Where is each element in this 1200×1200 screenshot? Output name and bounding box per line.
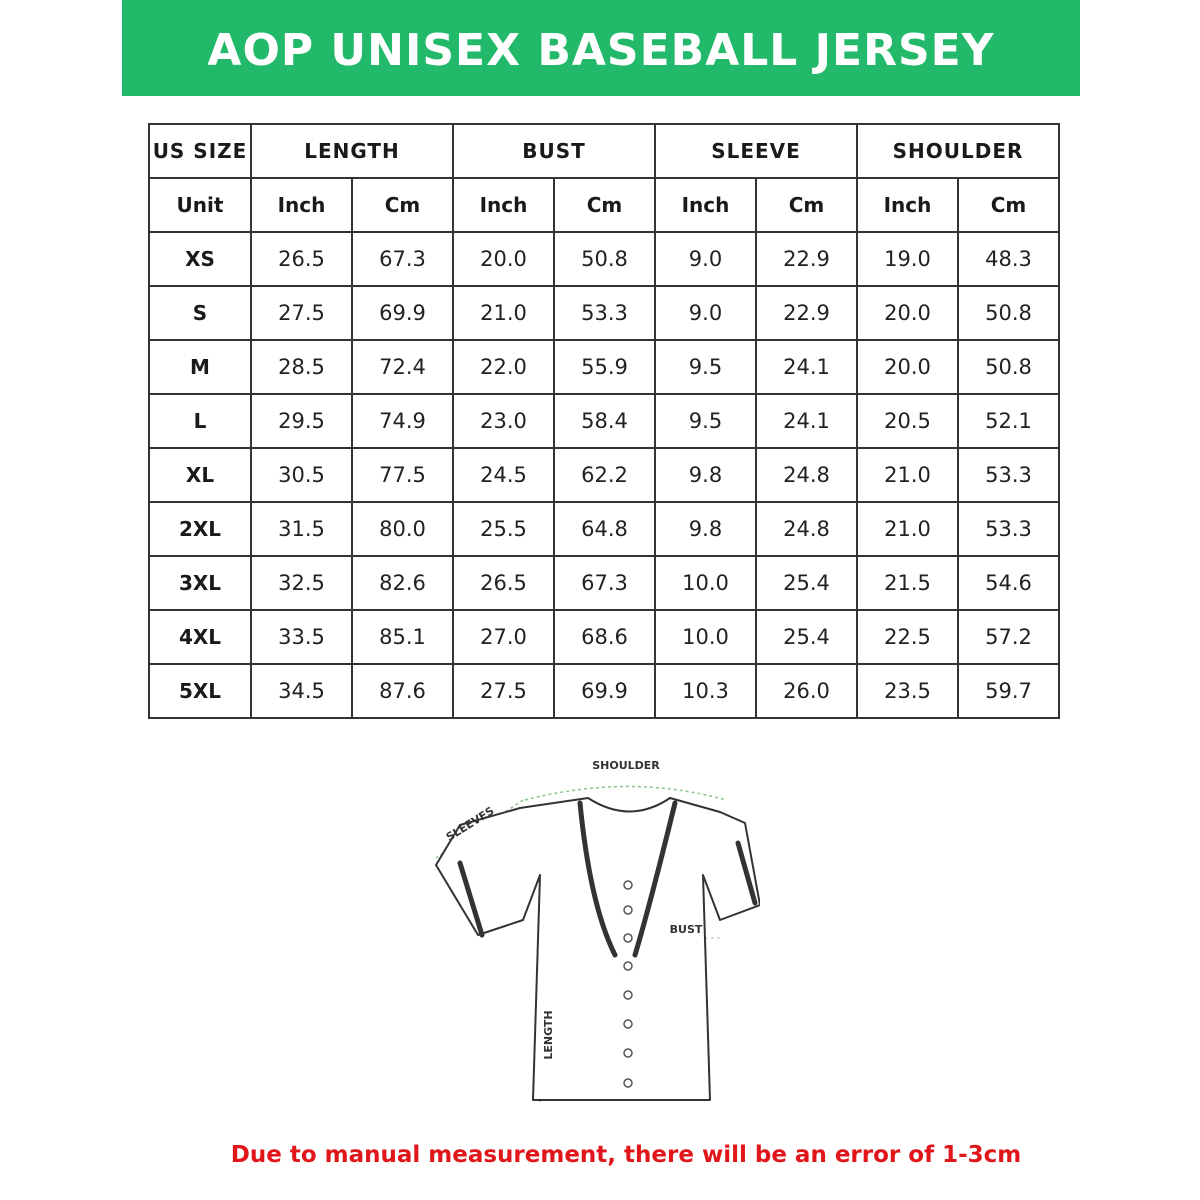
bust-in-cell: 27.5: [453, 664, 554, 718]
measurement-note: Due to manual measurement, there will be an error of 1-3cm: [230, 1142, 1022, 1168]
shoulder-in-cell: 21.0: [857, 448, 958, 502]
size-cell: 5XL: [149, 664, 251, 718]
sleeve-cm-cell: 22.9: [756, 286, 857, 340]
unit-label: Unit: [149, 178, 251, 232]
bust-cm-cell: 67.3: [554, 556, 655, 610]
shoulder-in-cell: 21.0: [857, 502, 958, 556]
bust-cm-cell: 62.2: [554, 448, 655, 502]
bust-in-cell: 23.0: [453, 394, 554, 448]
shoulder-inch-label: Inch: [857, 178, 958, 232]
sleeve-inch-label: Inch: [655, 178, 756, 232]
length-in-cell: 30.5: [251, 448, 352, 502]
bust-in-cell: 21.0: [453, 286, 554, 340]
bust-cm-cell: 64.8: [554, 502, 655, 556]
length-label: LENGTH: [542, 1010, 555, 1060]
sleeve-header: SLEEVE: [655, 124, 857, 178]
sleeve-in-cell: 9.8: [655, 448, 756, 502]
length-cm-label: Cm: [352, 178, 453, 232]
table-row: [149, 610, 1059, 664]
sleeve-cm-cell: 24.8: [756, 448, 857, 502]
sleeve-in-cell: 10.0: [655, 610, 756, 664]
table-row: [149, 556, 1059, 610]
table-row: [149, 664, 1059, 718]
jersey-outline: [436, 798, 760, 1100]
table-row: [149, 448, 1059, 502]
shoulder-in-cell: 22.5: [857, 610, 958, 664]
sleeve-in-cell: 9.5: [655, 394, 756, 448]
table-row: [149, 232, 1059, 286]
title-banner: [122, 0, 1080, 96]
length-header: LENGTH: [251, 124, 453, 178]
bust-cm-cell: 68.6: [554, 610, 655, 664]
length-in-cell: 32.5: [251, 556, 352, 610]
length-cm-cell: 85.1: [352, 610, 453, 664]
sleeve-cm-cell: 25.4: [756, 610, 857, 664]
sleeve-in-cell: 9.0: [655, 286, 756, 340]
sleeve-in-cell: 9.5: [655, 340, 756, 394]
bust-cm-cell: 69.9: [554, 664, 655, 718]
table-header-row: [149, 124, 1059, 178]
page-title: AOP UNISEX BASEBALL JERSEY: [207, 24, 995, 76]
sleeve-cm-cell: 24.8: [756, 502, 857, 556]
bust-cm-cell: 53.3: [554, 286, 655, 340]
shoulder-cm-label: Cm: [958, 178, 1059, 232]
shoulder-cm-cell: 53.3: [958, 448, 1059, 502]
sleeves-label: SLEEVES: [443, 804, 497, 844]
shoulder-cm-cell: 53.3: [958, 502, 1059, 556]
size-cell: 4XL: [149, 610, 251, 664]
size-cell: 3XL: [149, 556, 251, 610]
bust-inch-label: Inch: [453, 178, 554, 232]
sleeve-cm-cell: 24.1: [756, 394, 857, 448]
length-cm-cell: 74.9: [352, 394, 453, 448]
bust-in-cell: 25.5: [453, 502, 554, 556]
table-row: [149, 286, 1059, 340]
sleeve-cm-label: Cm: [756, 178, 857, 232]
bust-in-cell: 27.0: [453, 610, 554, 664]
length-inch-label: Inch: [251, 178, 352, 232]
shoulder-cm-cell: 52.1: [958, 394, 1059, 448]
length-cm-cell: 72.4: [352, 340, 453, 394]
shoulder-cm-cell: 59.7: [958, 664, 1059, 718]
bust-in-cell: 24.5: [453, 448, 554, 502]
shoulder-header: SHOULDER: [857, 124, 1059, 178]
shoulder-cm-cell: 57.2: [958, 610, 1059, 664]
bust-header: BUST: [453, 124, 655, 178]
table-row: [149, 394, 1059, 448]
sleeve-cm-cell: 22.9: [756, 232, 857, 286]
sleeve-in-cell: 9.0: [655, 232, 756, 286]
sleeve-cm-cell: 26.0: [756, 664, 857, 718]
shoulder-cm-cell: 54.6: [958, 556, 1059, 610]
length-in-cell: 33.5: [251, 610, 352, 664]
bust-in-cell: 26.5: [453, 556, 554, 610]
length-cm-cell: 80.0: [352, 502, 453, 556]
size-cell: M: [149, 340, 251, 394]
length-in-cell: 34.5: [251, 664, 352, 718]
bust-label: BUST: [669, 923, 703, 936]
length-in-cell: 29.5: [251, 394, 352, 448]
length-cm-cell: 77.5: [352, 448, 453, 502]
size-cell: XL: [149, 448, 251, 502]
bust-cm-cell: 58.4: [554, 394, 655, 448]
baseball-jersey-icon: [420, 755, 760, 1125]
shoulder-cm-cell: 50.8: [958, 340, 1059, 394]
shoulder-in-cell: 20.5: [857, 394, 958, 448]
sleeve-in-cell: 9.8: [655, 502, 756, 556]
size-cell: 2XL: [149, 502, 251, 556]
length-cm-cell: 67.3: [352, 232, 453, 286]
size-chart-table: [148, 123, 1060, 719]
shoulder-in-cell: 19.0: [857, 232, 958, 286]
length-in-cell: 31.5: [251, 502, 352, 556]
shoulder-in-cell: 20.0: [857, 286, 958, 340]
unit-row: [149, 178, 1059, 232]
bust-cm-label: Cm: [554, 178, 655, 232]
sleeve-cm-cell: 25.4: [756, 556, 857, 610]
bust-in-cell: 22.0: [453, 340, 554, 394]
shoulder-cm-cell: 50.8: [958, 286, 1059, 340]
us-size-header: US SIZE: [149, 124, 251, 178]
shoulder-in-cell: 23.5: [857, 664, 958, 718]
shoulder-in-cell: 20.0: [857, 340, 958, 394]
bust-cm-cell: 50.8: [554, 232, 655, 286]
sleeve-in-cell: 10.0: [655, 556, 756, 610]
table-row: [149, 502, 1059, 556]
sleeve-in-cell: 10.3: [655, 664, 756, 718]
length-cm-cell: 87.6: [352, 664, 453, 718]
size-cell: L: [149, 394, 251, 448]
size-cell: XS: [149, 232, 251, 286]
shoulder-label: SHOULDER: [592, 759, 660, 772]
shoulder-measure-line: [525, 787, 726, 801]
bust-in-cell: 20.0: [453, 232, 554, 286]
length-in-cell: 26.5: [251, 232, 352, 286]
shoulder-cm-cell: 48.3: [958, 232, 1059, 286]
length-in-cell: 28.5: [251, 340, 352, 394]
bust-cm-cell: 55.9: [554, 340, 655, 394]
sleeve-cm-cell: 24.1: [756, 340, 857, 394]
size-cell: S: [149, 286, 251, 340]
shoulder-in-cell: 21.5: [857, 556, 958, 610]
length-in-cell: 27.5: [251, 286, 352, 340]
table-row: [149, 340, 1059, 394]
length-cm-cell: 82.6: [352, 556, 453, 610]
length-cm-cell: 69.9: [352, 286, 453, 340]
